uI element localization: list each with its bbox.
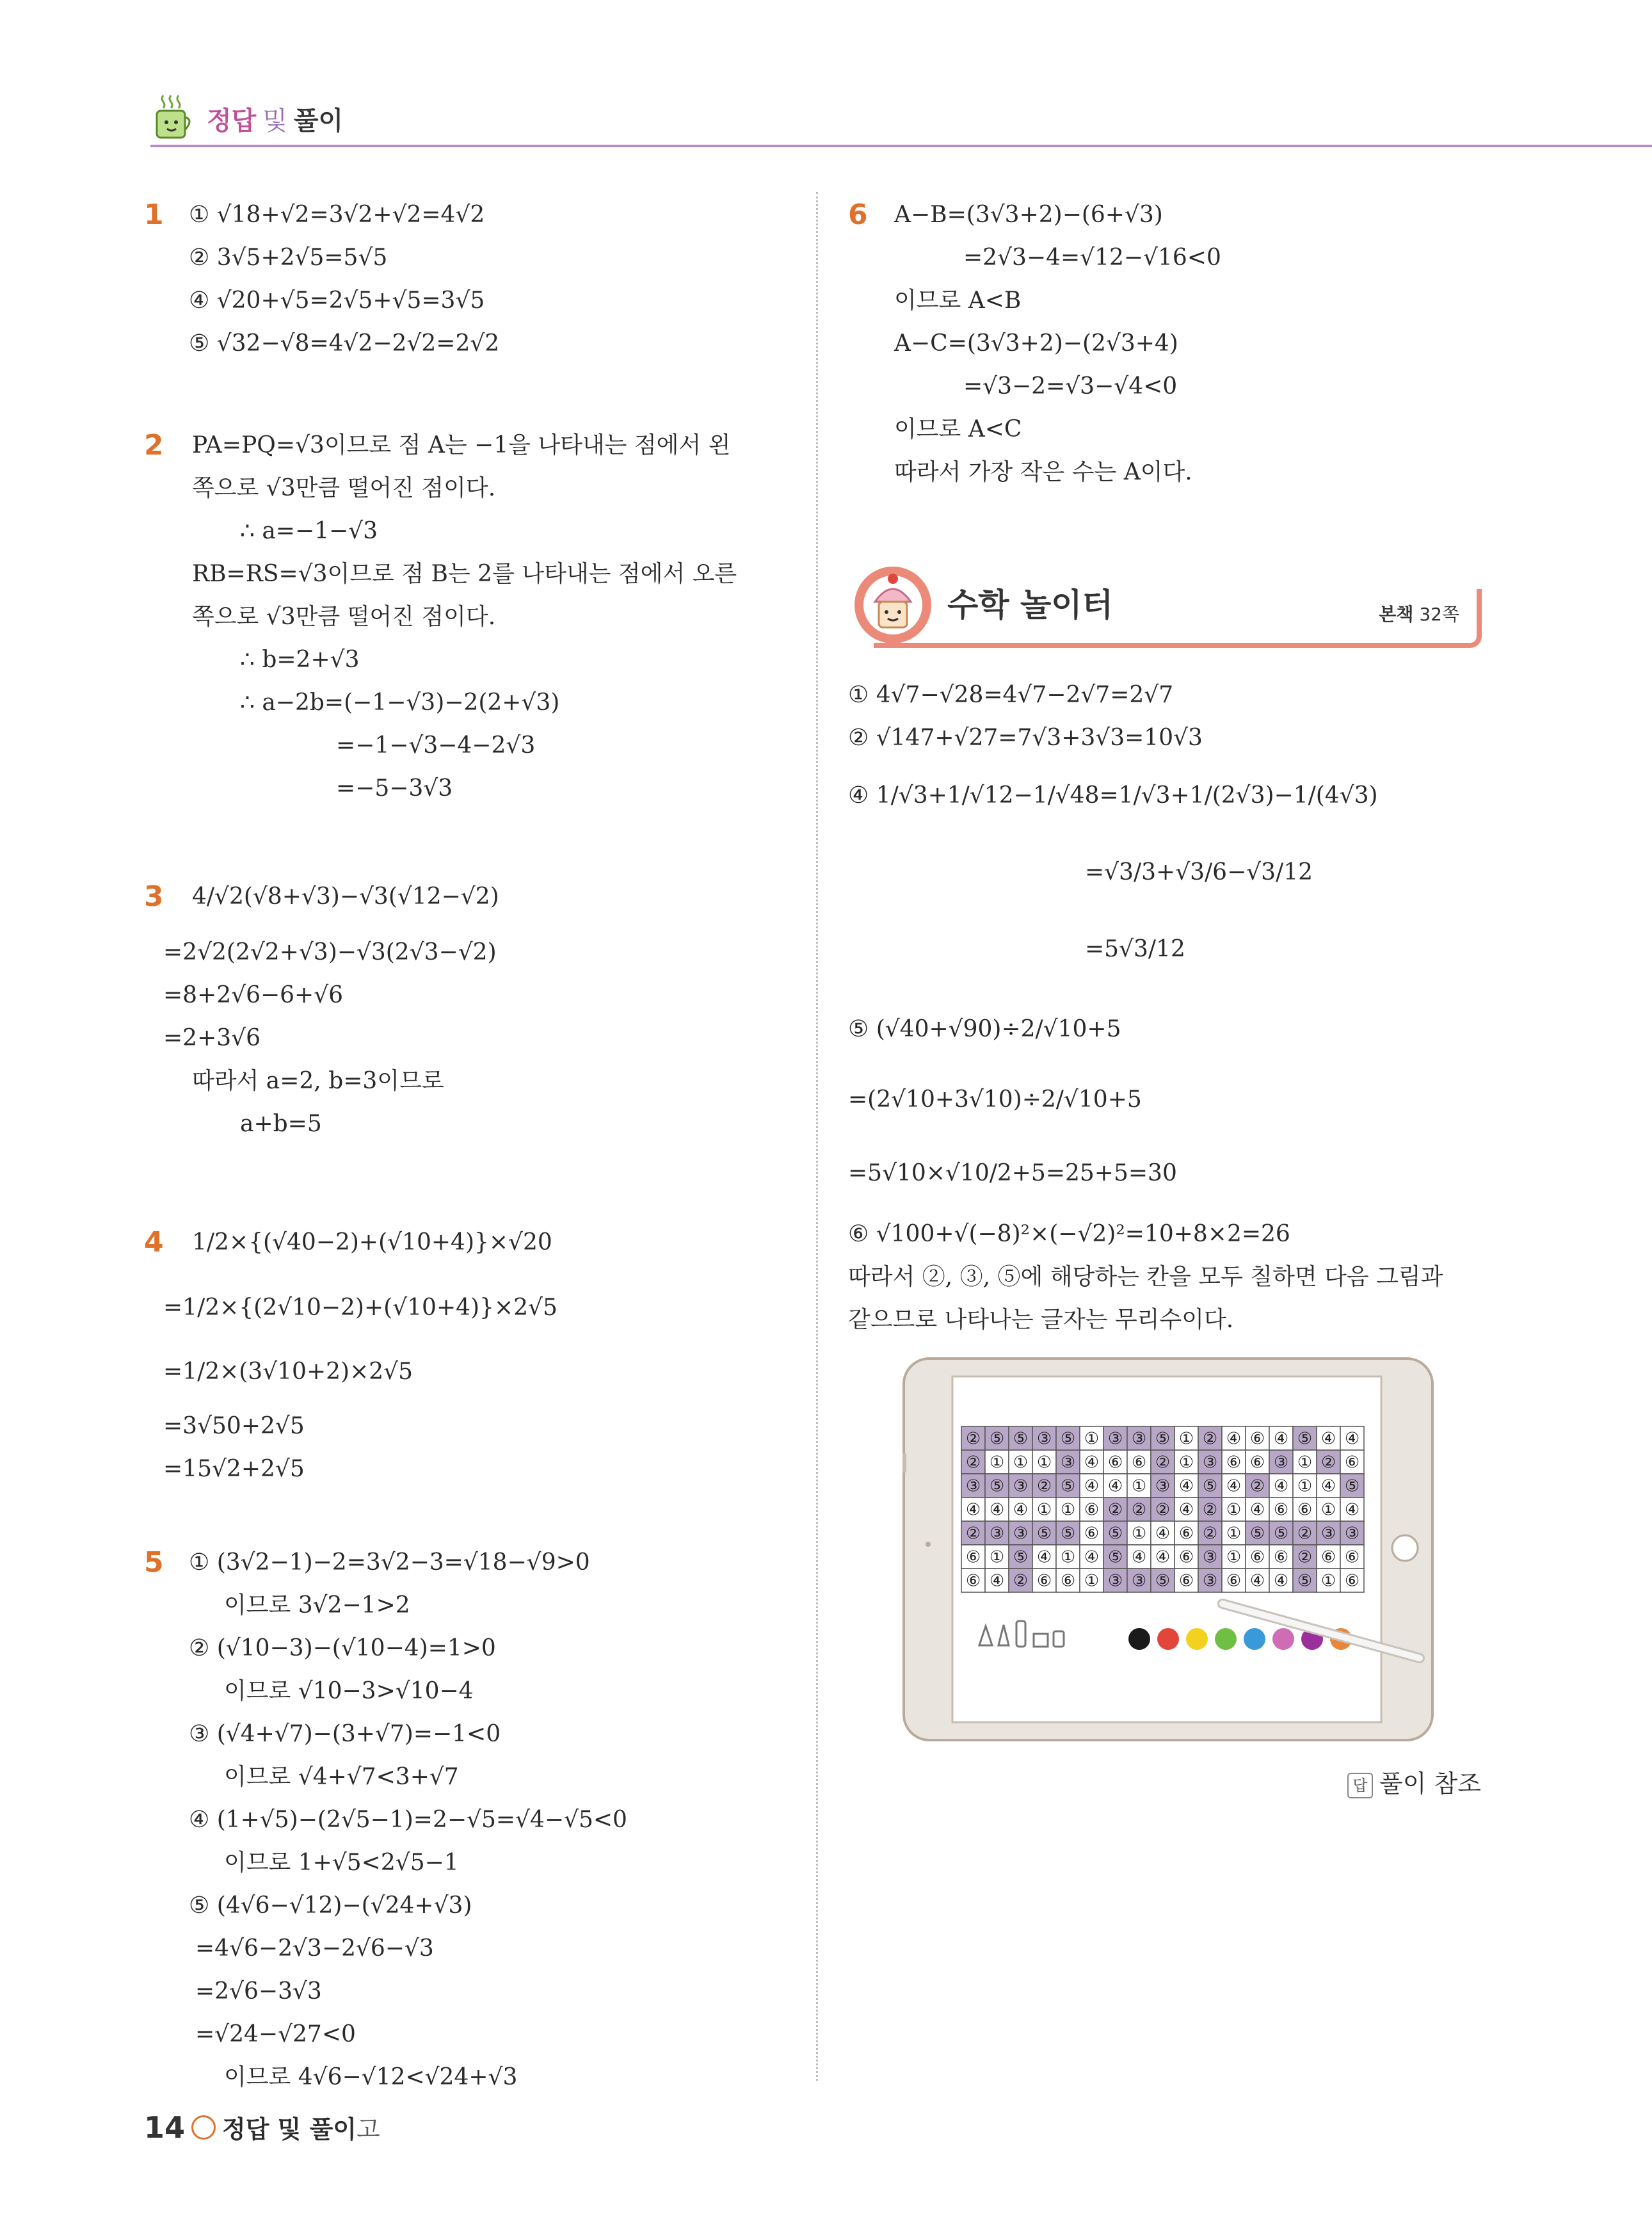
grid-cell-number: ⑤	[1060, 1476, 1076, 1496]
solution-line: ∴ a−2b=(−1−√3)−2(2+√3)	[240, 690, 560, 716]
grid-cell-number: ⑤	[1202, 1476, 1218, 1496]
grid-cell-number: ④	[1155, 1524, 1171, 1544]
grid-cell-number: ④	[1344, 1429, 1360, 1449]
grid-cell-number: ④	[965, 1500, 981, 1520]
grid-cell-number: ⑤	[989, 1429, 1005, 1449]
solution-line: =2√3−4=√12−√16<0	[963, 245, 1221, 271]
solution-line: =5√10×√10/2+5=25+5=30	[848, 1160, 1177, 1186]
solution-line: =2√6−3√3	[195, 1978, 322, 2005]
grid-cell-number: ③	[1036, 1429, 1052, 1449]
palette-color-swatch	[1186, 1628, 1208, 1650]
grid-cell-number: ⑤	[1013, 1429, 1029, 1449]
grid-cell-number: ③	[1060, 1453, 1076, 1473]
grid-cell-number: ⑤	[1297, 1571, 1313, 1591]
grid-cell-number: ④	[1249, 1571, 1265, 1591]
solution-line: 이므로 4√6−√12<√24+√3	[224, 2064, 518, 2090]
solution-line: =(2√10+3√10)÷2/√10+5	[848, 1086, 1142, 1113]
solution-line: =3√50+2√5	[163, 1413, 305, 1439]
grid-cell-number: ⑤	[1107, 1547, 1123, 1567]
footer-label: 정답 및 풀이	[222, 2115, 357, 2143]
grid-cell-number: ⑤	[989, 1476, 1005, 1496]
page-number: 14	[144, 2110, 186, 2145]
footer-dot-icon	[191, 2115, 216, 2140]
palette-color-swatch	[1244, 1628, 1265, 1650]
column-divider	[816, 192, 818, 2081]
grid-cell-number: ①	[989, 1547, 1005, 1567]
highlighter-tool-icon	[1054, 1631, 1064, 1647]
banner-ref-bold: 본책	[1379, 604, 1414, 625]
solution-line: 1/2×{(√40−2)+(√10+4)}×√20	[192, 1229, 552, 1255]
grid-cell-number: ①	[1320, 1571, 1336, 1591]
solution-line: 이므로 1+√5<2√5−1	[224, 1850, 459, 1876]
grid-cell-number: ①	[1226, 1500, 1242, 1520]
header-title-part1: 정답	[207, 106, 257, 136]
grid-cell-number: ⑤	[1013, 1547, 1029, 1567]
grid-cell-number: ⑥	[1249, 1453, 1265, 1473]
grid-cell-number: ⑤	[1344, 1476, 1360, 1496]
solution-line: ⑤ (4√6−√12)−(√24+√3)	[189, 1892, 472, 1919]
solution-line: =1/2×{(2√10−2)+(√10+4)}×2√5	[163, 1295, 557, 1321]
solution-line: 이므로 √4+√7<3+√7	[224, 1764, 459, 1790]
problem-number: 6	[848, 198, 868, 231]
grid-cell-number: ⑤	[1060, 1429, 1076, 1449]
grid-cell-number: ②	[965, 1453, 981, 1473]
solution-line: 따라서 ②, ③, ⑤에 해당하는 칸을 모두 칠하면 다음 그림과	[848, 1264, 1443, 1290]
solution-line: =√3−2=√3−√4<0	[963, 373, 1178, 399]
side-button	[902, 1453, 906, 1473]
grid-cell-number: ⑥	[1320, 1547, 1336, 1567]
grid-cell-number: ⑤	[1273, 1524, 1289, 1544]
grid-cell-number: ④	[1249, 1500, 1265, 1520]
solution-line: 같으므로 나타나는 글자는 무리수이다.	[848, 1307, 1234, 1333]
grid-cell-number: ①	[1297, 1476, 1313, 1496]
grid-cell-number: ④	[1273, 1571, 1289, 1591]
grid-cell-number: ①	[1036, 1453, 1052, 1473]
grid-cell-number: ①	[1060, 1500, 1076, 1520]
grid-cell-number: ⑥	[1107, 1453, 1123, 1473]
grid-cell-number: ③	[1107, 1571, 1123, 1591]
solution-line: =4√6−2√3−2√6−√3	[195, 1935, 434, 1962]
header-title-part2: 및	[262, 106, 287, 136]
grid-cell-number: ⑥	[965, 1571, 981, 1591]
camera-dot	[926, 1542, 931, 1547]
grid-cell-number: ①	[1084, 1429, 1100, 1449]
solution-line: =−1−√3−4−2√3	[336, 732, 536, 759]
solution-line: ① 4√7−√28=4√7−2√7=2√7	[848, 682, 1174, 708]
grid-cell-number: ④	[1320, 1429, 1336, 1449]
grid-cell-number: ③	[1131, 1429, 1147, 1449]
grid-cell-number: ④	[1178, 1476, 1194, 1496]
grid-cell-number: ⑥	[1060, 1571, 1076, 1591]
solution-line: ④ √20+√5=2√5+√5=3√5	[189, 287, 485, 314]
grid-cell-number: ⑥	[965, 1547, 981, 1567]
grid-cell-number: ①	[1320, 1500, 1336, 1520]
grid-cell-number: ⑤	[1297, 1429, 1313, 1449]
solution-line: A−C=(3√3+2)−(2√3+4)	[894, 330, 1178, 357]
grid-cell-number: ③	[1107, 1429, 1123, 1449]
eraser-tool-icon	[1034, 1634, 1048, 1647]
grid-cell-number: ②	[1155, 1500, 1171, 1520]
solution-line: ① (3√2−1)−2=3√2−3=√18−√9>0	[189, 1549, 590, 1576]
problem-number: 5	[144, 1546, 164, 1579]
number-grid	[961, 1426, 1364, 1592]
grid-cell-number: ⑥	[1226, 1453, 1242, 1473]
palette-color-swatch	[1215, 1628, 1237, 1650]
grid-cell-number: ⑥	[1036, 1571, 1052, 1591]
grid-cell-number: ⑥	[1297, 1500, 1313, 1520]
grid-cell-number: ③	[1273, 1453, 1289, 1473]
grid-cell-number: ⑥	[1249, 1547, 1265, 1567]
grid-cell-number: ④	[1178, 1500, 1194, 1520]
solution-line: 쪽으로 √3만큼 떨어진 점이다.	[192, 475, 496, 501]
grid-cell-number: ③	[1202, 1571, 1218, 1591]
grid-cell-number: ①	[1226, 1547, 1242, 1567]
solution-line: 따라서 가장 작은 수는 A이다.	[894, 459, 1192, 485]
grid-cell-number: ③	[1131, 1571, 1147, 1591]
grid-cell-number: ⑥	[1084, 1500, 1100, 1520]
grid-cell-number: ②	[1320, 1453, 1336, 1473]
grid-cell-number: ④	[1226, 1476, 1242, 1496]
solution-line: =√24−√27<0	[195, 2021, 356, 2047]
grid-cell-number: ⑤	[1249, 1524, 1265, 1544]
grid-cell-number: ①	[1131, 1524, 1147, 1544]
grid-cell-number: ④	[1273, 1429, 1289, 1449]
solution-line: ⑤ √32−√8=4√2−2√2=2√2	[189, 330, 500, 357]
grid-cell-number: ⑥	[1178, 1547, 1194, 1567]
cup-icon	[144, 93, 195, 144]
grid-cell-number: ①	[1178, 1429, 1194, 1449]
grid-cell-number: ⑤	[1107, 1524, 1123, 1544]
solution-line: 이므로 A<B	[894, 287, 1022, 314]
solution-line: =√3/3+√3/6−√3/12	[1085, 859, 1313, 885]
grid-cell-number: ④	[1320, 1476, 1336, 1496]
grid-cell-number: ①	[1084, 1571, 1100, 1591]
grid-cell-number: ⑥	[1226, 1571, 1242, 1591]
solution-line: 쪽으로 √3만큼 떨어진 점이다.	[192, 604, 496, 630]
header-title	[207, 101, 343, 137]
grid-cell-number: ①	[1178, 1453, 1194, 1473]
grid-cell-number: ③	[1155, 1476, 1171, 1496]
solution-line: PA=PQ=√3이므로 점 A는 −1을 나타내는 점에서 왼	[192, 432, 731, 458]
grid-cell-number: ⑤	[1155, 1429, 1171, 1449]
page-footer	[144, 2110, 380, 2145]
grid-cell-number: ⑥	[1249, 1429, 1265, 1449]
solution-line: ④ (1+√5)−(2√5−1)=2−√5=√4−√5<0	[189, 1807, 627, 1833]
grid-cell-number: ②	[1297, 1524, 1313, 1544]
problem-number: 3	[144, 880, 164, 913]
grid-cell-number: ①	[1060, 1547, 1076, 1567]
solution-line: ① √18+√2=3√2+√2=4√2	[189, 202, 485, 228]
grid-cell-number: ③	[1344, 1524, 1360, 1544]
solution-line: A−B=(3√3+2)−(6+√3)	[894, 202, 1163, 228]
grid-cell-number: ④	[1084, 1476, 1100, 1496]
problem-number: 4	[144, 1226, 164, 1259]
solution-line: =8+2√6−6+√6	[163, 982, 344, 1008]
pencil-tool-icon	[1016, 1621, 1025, 1647]
grid-cell-number: ③	[1013, 1476, 1029, 1496]
solution-line: 이므로 3√2−1>2	[224, 1592, 410, 1618]
solution-line: =2√2(2√2+√3)−√3(2√3−√2)	[163, 939, 497, 965]
grid-cell-number: ④	[1155, 1547, 1171, 1567]
palette-color-swatch	[1272, 1628, 1294, 1650]
solution-line: ⑥ √100+√(−8)²×(−√2)²=10+8×2=26	[848, 1221, 1290, 1247]
grid-cell-number: ④	[1131, 1547, 1147, 1567]
problem-number: 1	[144, 198, 164, 231]
solution-line: ⑤ (√40+√90)÷2/√10+5	[848, 1016, 1121, 1042]
grid-cell-number: ⑥	[1273, 1547, 1289, 1567]
grid-cell-number: ②	[1202, 1524, 1218, 1544]
solution-line: =5√3/12	[1085, 936, 1185, 962]
grid-cell-number: ④	[1226, 1429, 1242, 1449]
grid-cell-number: ⑥	[1344, 1571, 1360, 1591]
solution-line: =2+3√6	[163, 1025, 261, 1051]
grid-cell-number: ③	[1320, 1524, 1336, 1544]
solution-line: ② √147+√27=7√3+3√3=10√3	[848, 725, 1203, 751]
solution-line: =15√2+2√5	[163, 1456, 305, 1482]
footer-label-suffix: 고	[357, 2115, 380, 2143]
grid-cell-number: ⑥	[1084, 1524, 1100, 1544]
grid-cell-number: ⑥	[1178, 1524, 1194, 1544]
solution-line: ④ 1/√3+1/√12−1/√48=1/√3+1/(2√3)−1/(4√3)	[848, 782, 1378, 809]
problem-number: 2	[144, 429, 164, 462]
banner-reference	[1379, 601, 1459, 626]
math-playground-banner	[848, 557, 1482, 647]
solution-line: ② 3√5+2√5=5√5	[189, 245, 388, 271]
grid-cell-number: ③	[1013, 1524, 1029, 1544]
grid-cell-number: ⑥	[1178, 1571, 1194, 1591]
solution-line: a+b=5	[240, 1111, 322, 1137]
grid-cell-number: ①	[1226, 1524, 1242, 1544]
grid-cell-number: ③	[1202, 1547, 1218, 1567]
grid-cell-number: ④	[1273, 1476, 1289, 1496]
grid-cell-number: ⑥	[1344, 1453, 1360, 1473]
grid-cell-number: ②	[965, 1429, 981, 1449]
grid-cell-number: ④	[989, 1500, 1005, 1520]
tablet-illustration	[902, 1357, 1434, 1741]
grid-cell-number: ④	[1344, 1500, 1360, 1520]
grid-cell-number: ④	[1084, 1453, 1100, 1473]
solution-line: =−5−3√3	[336, 775, 453, 802]
grid-cell-number: ②	[1155, 1453, 1171, 1473]
grid-cell-number: ②	[1107, 1500, 1123, 1520]
solution-line: ③ (√4+√7)−(3+√7)=−1<0	[189, 1721, 501, 1747]
palette-color-swatch	[1128, 1628, 1150, 1650]
grid-cell-number: ②	[1202, 1429, 1218, 1449]
answer-line	[1347, 1764, 1481, 1799]
header-title-part3: 풀이	[293, 106, 344, 136]
solution-line: ∴ b=2+√3	[240, 647, 360, 673]
grid-cell-number: ①	[1131, 1476, 1147, 1496]
solution-line: ② (√10−3)−(√10−4)=1>0	[189, 1635, 496, 1661]
grid-cell-number: ①	[989, 1453, 1005, 1473]
grid-cell-number: ④	[1036, 1547, 1052, 1567]
page-header	[144, 90, 343, 147]
grid-cell-number: ③	[1202, 1453, 1218, 1473]
grid-cell-number: ⑥	[1131, 1453, 1147, 1473]
header-rule	[150, 145, 1652, 147]
grid-cell-number: ②	[1131, 1500, 1147, 1520]
solution-line: 4/√2(√8+√3)−√3(√12−√2)	[192, 884, 499, 910]
grid-cell-number: ⑤	[1060, 1524, 1076, 1544]
grid-cell-number: ②	[1013, 1571, 1029, 1591]
banner-ref-page: 32쪽	[1419, 604, 1459, 625]
solution-line: RB=RS=√3이므로 점 B는 2를 나타내는 점에서 오른	[192, 561, 737, 587]
grid-cell-number: ①	[1036, 1500, 1052, 1520]
answer-badge: 답	[1347, 1773, 1373, 1798]
solution-line: =1/2×(3√10+2)×2√5	[163, 1359, 413, 1385]
grid-cell-number: ②	[1297, 1547, 1313, 1567]
grid-cell-number: ④	[989, 1571, 1005, 1591]
grid-cell-number: ④	[1084, 1547, 1100, 1567]
grid-cell-number: ②	[1036, 1476, 1052, 1496]
grid-cell-number: ①	[1297, 1453, 1313, 1473]
grid-cell-number: ④	[1013, 1500, 1029, 1520]
solution-line: ∴ a=−1−√3	[240, 518, 378, 544]
grid-cell-number: ③	[965, 1476, 981, 1496]
home-button	[1392, 1535, 1418, 1561]
grid-cell-number: ⑤	[1036, 1524, 1052, 1544]
grid-cell-number: ⑥	[1344, 1547, 1360, 1567]
grid-cell-number: ⑤	[1155, 1571, 1171, 1591]
grid-cell-number: ④	[1107, 1476, 1123, 1496]
grid-cell-number: ②	[965, 1524, 981, 1544]
answer-text: 풀이 참조	[1379, 1770, 1481, 1798]
grid-cell-number: ⑥	[1273, 1500, 1289, 1520]
grid-cell-number: ①	[1013, 1453, 1029, 1473]
solution-line: 이므로 √10−3>√10−4	[224, 1678, 474, 1704]
grid-cell-number: ③	[989, 1524, 1005, 1544]
palette-color-swatch	[1157, 1628, 1179, 1650]
grid-cell-number: ②	[1202, 1500, 1218, 1520]
banner-title: 수학 놀이터	[947, 586, 1113, 624]
solution-line: 이므로 A<C	[894, 416, 1022, 442]
grid-cell-number: ②	[1249, 1476, 1265, 1496]
solution-line: 따라서 a=2, b=3이므로	[192, 1068, 444, 1094]
